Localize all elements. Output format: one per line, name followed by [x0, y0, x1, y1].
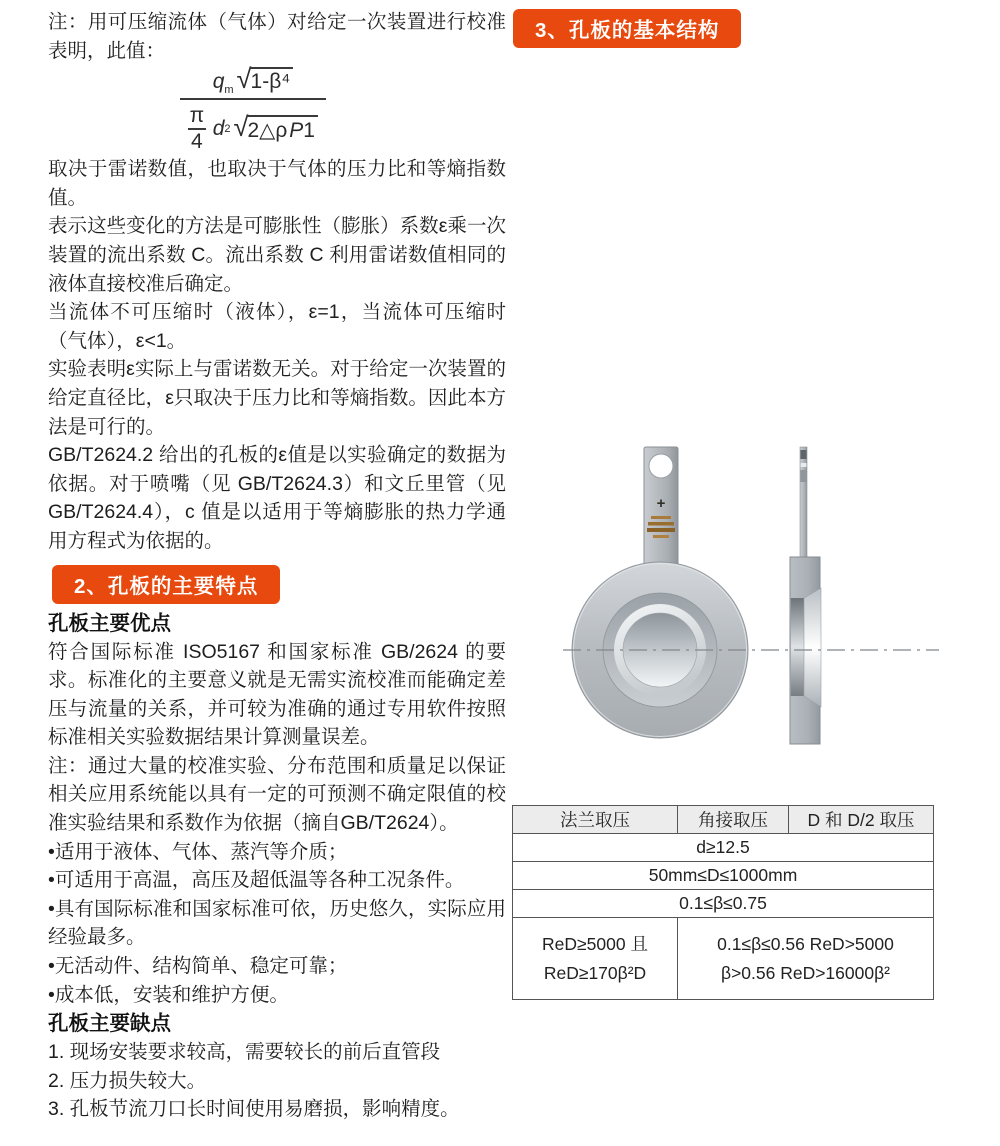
- row-beta-range: 0.1≤β≤0.75: [513, 890, 934, 918]
- advantage-bullet: •无活动件、结构简单、稳定可靠；: [48, 955, 348, 978]
- equation-numerator: [203, 62, 304, 98]
- body-paragraph: 取决于雷诺数值，也取决于气体的压力比和等熵指数值。: [48, 158, 506, 209]
- symbol-d-exp: 2: [224, 122, 231, 135]
- table-row: [513, 834, 934, 862]
- advantages-title: 孔板主要优点: [48, 611, 171, 635]
- section-2-header: 2、孔板的主要特点: [52, 565, 280, 604]
- disadvantage-item: 3. 孔板节流刀口长时间使用易磨损，影响精度。: [48, 1098, 460, 1121]
- disadvantage-item: 1. 现场安装要求较高，需要较长的前后直管段: [48, 1041, 441, 1064]
- orifice-plate-side-view: [790, 447, 821, 744]
- equation-fraction: [180, 62, 326, 154]
- pressure-tapping-spec-table: [512, 805, 934, 1000]
- sqrt-icon: √: [236, 62, 252, 94]
- tab-hole: [649, 454, 673, 478]
- symbol-qm: q: [212, 69, 225, 93]
- left-column: [48, 8, 506, 1124]
- corner-reynolds-line2: β>0.56 ReD>16000β²: [721, 962, 890, 983]
- symbol-P: P: [289, 118, 304, 142]
- cell-flange-reynolds: [513, 918, 678, 1000]
- table-row: [513, 890, 934, 918]
- table-header-row: [513, 806, 934, 834]
- plus-mark: +: [656, 495, 666, 512]
- col-header-d-d2: D 和 D/2 取压: [789, 806, 934, 834]
- symbol-one: 1: [303, 118, 315, 142]
- col-header-corner: 角接取压: [678, 806, 789, 834]
- table-row: [513, 918, 934, 1000]
- plate-handle-tab: [644, 447, 678, 575]
- radicand-1: 1-β⁴: [250, 67, 294, 94]
- radical-2: [233, 110, 318, 143]
- body-paragraph: 表示这些变化的方法是可膨胀性（膨胀）系数ε乘一次装置的流出系数 C。流出系数 C 利用雷诺数值相同的液体直接校准后确定。: [48, 215, 506, 295]
- note-paragraph: 注：用可压缩流体（气体）对给定一次装置进行校准表明，此值：: [48, 11, 506, 62]
- radicand-2: [247, 115, 318, 143]
- disadvantage-item: 2. 压力损失较大。: [48, 1069, 207, 1092]
- cell-corner-reynolds: [678, 918, 934, 1000]
- disadvantages-title: 孔板主要缺点: [48, 1012, 171, 1036]
- radicand-2a: 2△ρ: [247, 118, 288, 142]
- symbol-four: 4: [188, 128, 206, 154]
- table-row: [513, 862, 934, 890]
- flange-reynolds-line2: ReD≥170β²D: [543, 962, 647, 983]
- body-paragraph: 实验表明ε实际上与雷诺数无关。对于给定一次装置的给定直径比，ε只取决于压力比和等熵指数。因此本方法是可行的。: [48, 358, 506, 438]
- col-header-flange: 法兰取压: [513, 806, 678, 834]
- radical-1: [236, 62, 294, 94]
- symbol-pi: π: [189, 103, 205, 127]
- body-paragraph: 当流体不可压缩时（液体），ε=1，当流体可压缩时（气体），ε<1。: [48, 301, 506, 352]
- advantages-paragraph: 符合国际标准 ISO5167 和国家标准 GB/2624 的要求。标准化的主要意义就是无需实流校准而能确定差压与流量的关系，并可较为准确的通过专用软件按照标准相关实验数据结果计算测量误差。: [48, 640, 506, 749]
- row-D-range: 50mm≤D≤1000mm: [513, 862, 934, 890]
- flow-equation: [24, 62, 482, 155]
- side-bevel-face: [804, 588, 821, 707]
- advantage-bullet: •适用于液体、气体、蒸汽等介质；: [48, 840, 348, 863]
- row-d-limit: d≥12.5: [513, 834, 934, 862]
- sqrt-icon: √: [233, 110, 249, 142]
- advantage-bullet: •可适用于高温，高压及超低温等各种工况条件。: [48, 869, 465, 892]
- pi-over-four: [188, 104, 206, 154]
- body-paragraph: GB/T2624.2 给出的孔板的ε值是以实验确定的数据为依据。对于喷嘴（见 GB/T2624.3）和文丘里管（见 GB/T2624.4），c 值是以适用于等熵膨胀的热力学通用方程式为依据的。: [48, 444, 506, 552]
- advantages-note: 注：通过大量的校准实验、分布范围和质量足以保证相关应用系统能以具有一定的可预测不确定限值的校准实验结果和系数作为依据（摘自GB/T2624）。: [48, 754, 506, 835]
- side-bore-wall: [791, 598, 805, 696]
- symbol-qm-sub: m: [224, 83, 234, 96]
- advantage-bullet: •成本低，安装和维护方便。: [48, 983, 289, 1006]
- orifice-plate-figure: [555, 440, 947, 758]
- symbol-d: d: [212, 116, 225, 140]
- flange-reynolds-line1: ReD≥5000 且: [542, 933, 648, 954]
- section-3-header: 3、孔板的基本结构: [513, 9, 741, 48]
- advantage-bullet: •具有国际标准和国家标准可依，历史悠久，实际应用经验最多。: [48, 897, 506, 949]
- corner-reynolds-line1: 0.1≤β≤0.56 ReD>5000: [717, 933, 894, 954]
- equation-denominator: [180, 98, 326, 154]
